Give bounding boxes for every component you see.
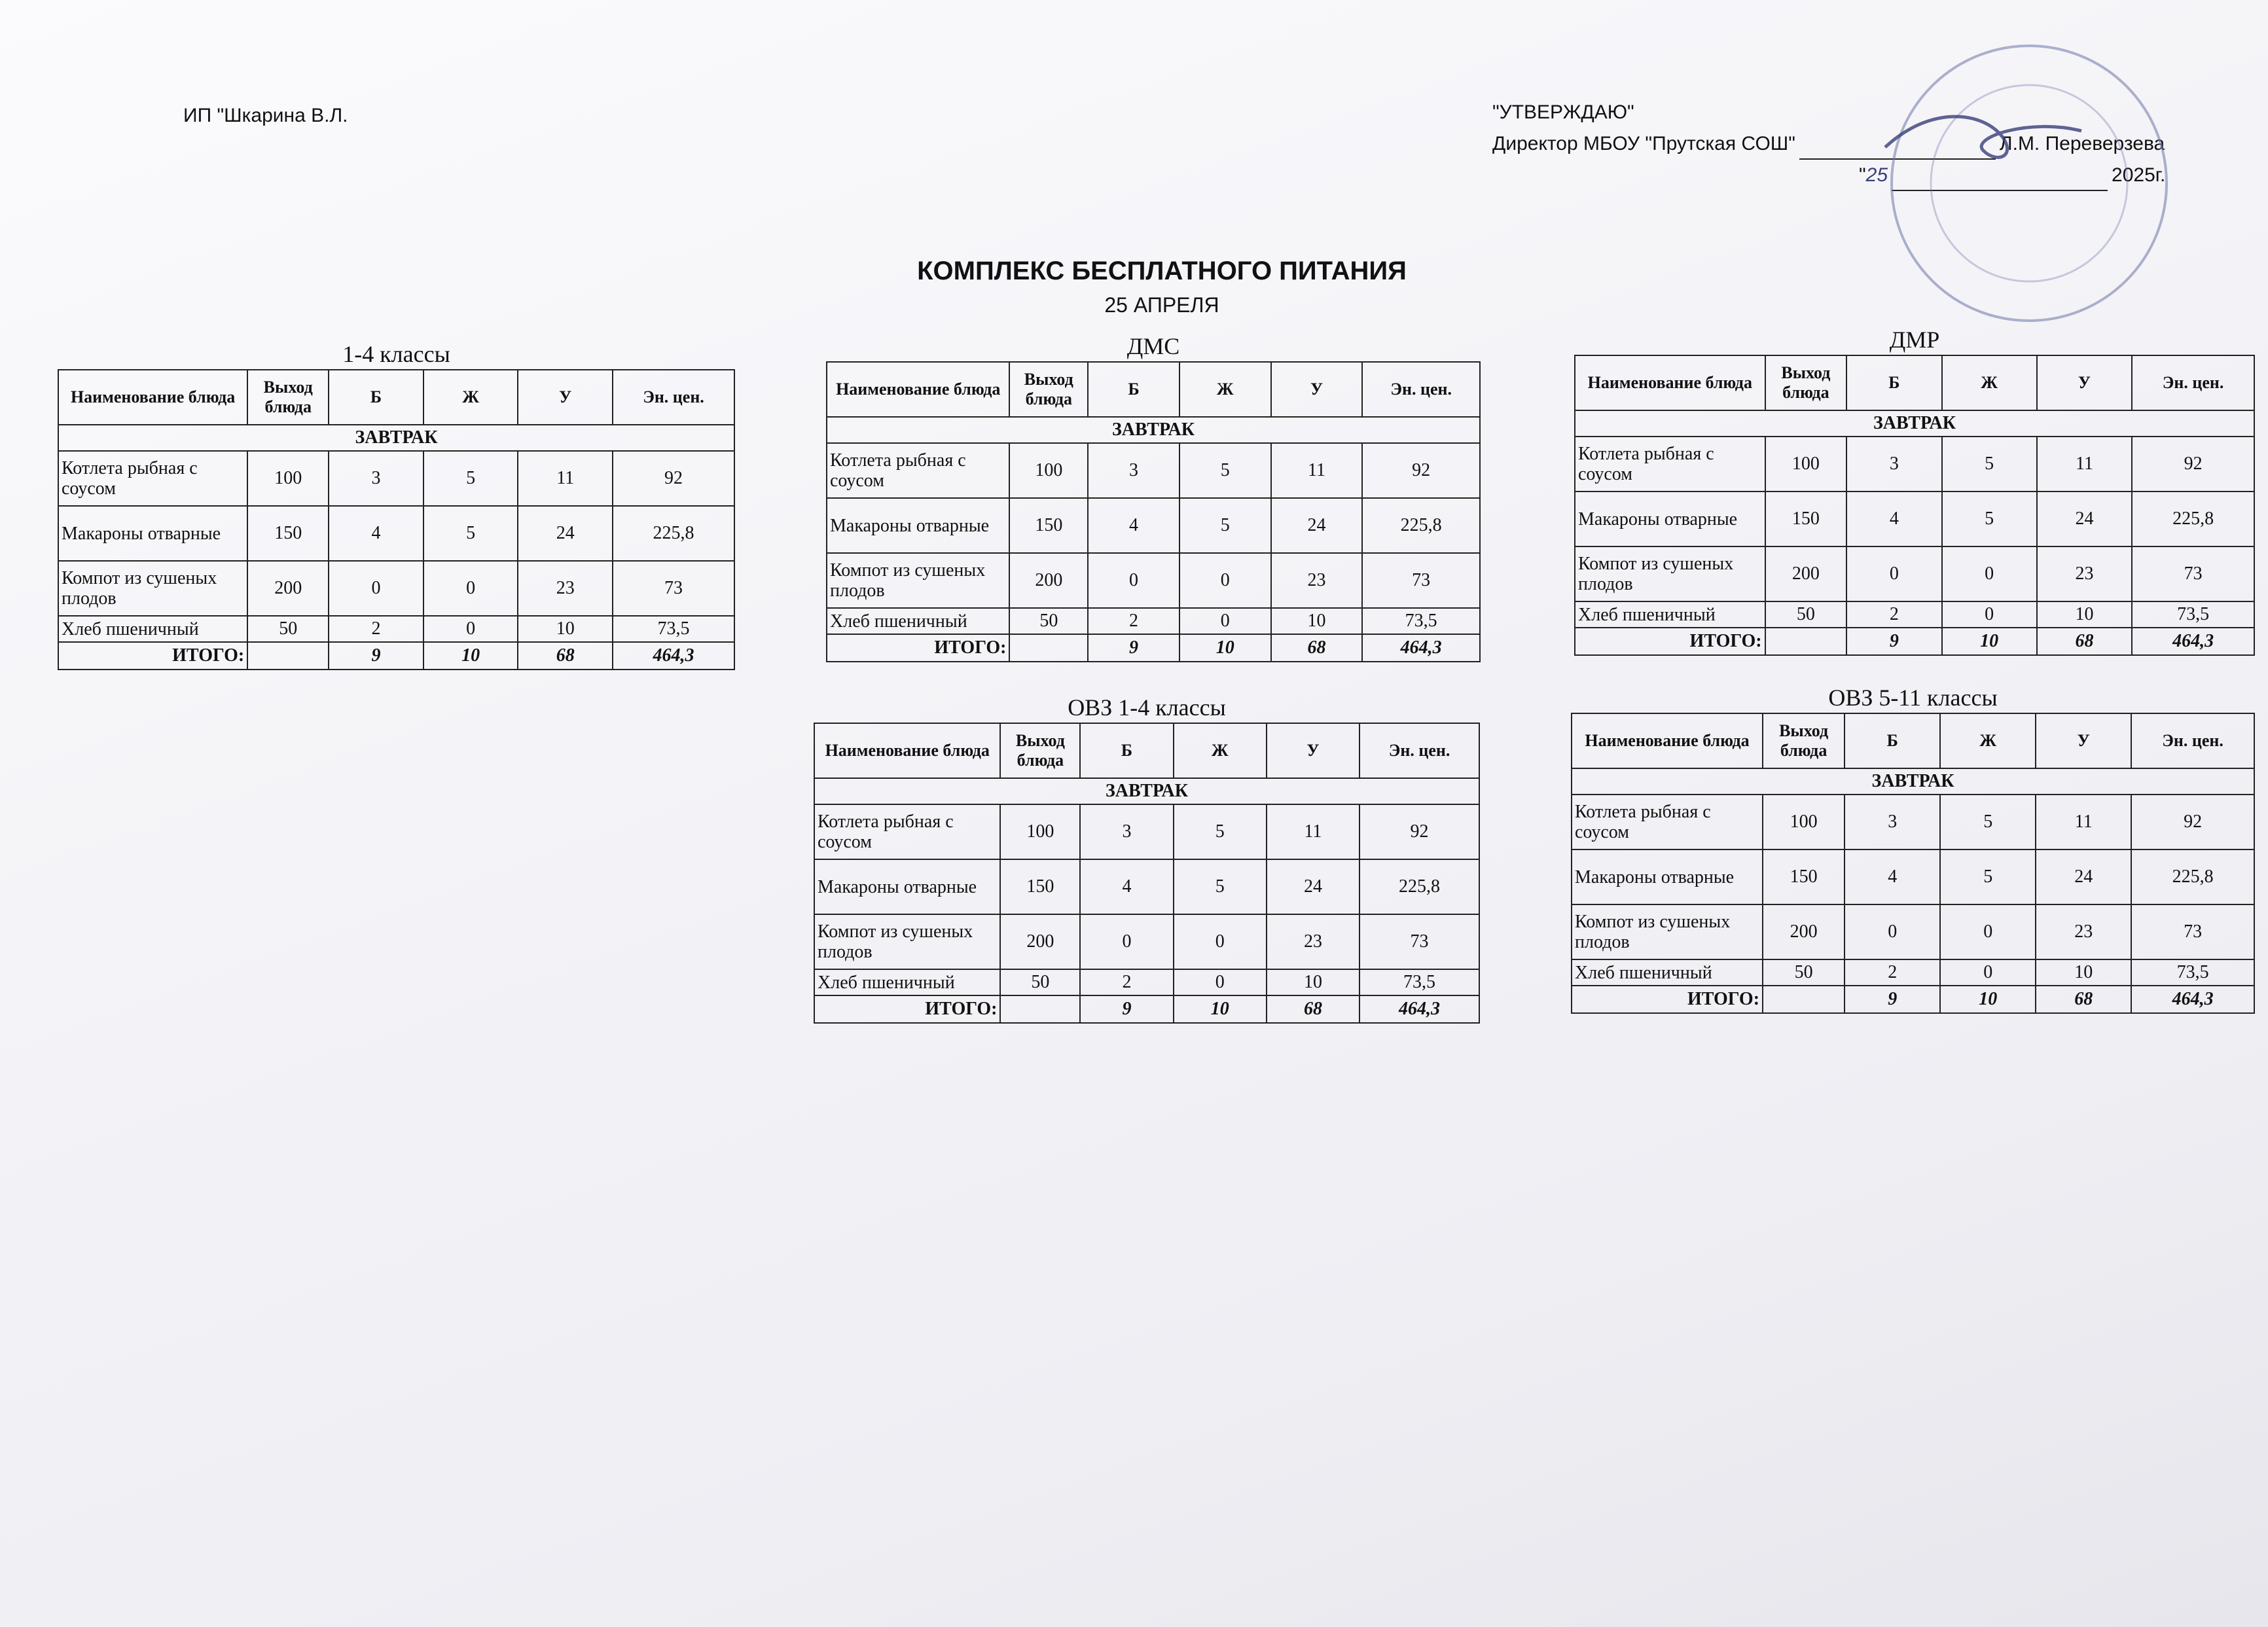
table-cell: 73,5 (1362, 608, 1480, 634)
block-title: ДМР (1889, 327, 1940, 353)
table-row (1575, 492, 2254, 546)
table-row (814, 914, 1479, 969)
meal-label: ЗАВТРАК (814, 778, 1479, 804)
table-cell: 11 (518, 451, 613, 506)
column-header: Наименование блюда (814, 723, 1000, 778)
column-header: Эн. цен. (1362, 362, 1480, 417)
table-cell: 225,8 (1362, 498, 1480, 553)
menu-block (1574, 326, 2255, 656)
director-name: Л.М. Переверзева (1999, 133, 2165, 154)
column-header: Эн. цен. (613, 370, 734, 425)
table-cell: 24 (2036, 849, 2131, 904)
approval-heading: "УТВЕРЖДАЮ" (1492, 101, 1634, 123)
dish-name: Макароны отварные (814, 859, 1000, 914)
table-cell: 0 (423, 561, 518, 616)
total-row (827, 634, 1480, 662)
total-cell: 68 (2037, 628, 2132, 655)
table-cell: 10 (518, 616, 613, 642)
column-header: Б (1088, 362, 1179, 417)
table-cell: 5 (423, 451, 518, 506)
column-header: Б (1845, 713, 1940, 768)
table-cell: 23 (2037, 546, 2132, 601)
table-cell: 5 (1940, 795, 2036, 849)
total-row (1572, 986, 2254, 1013)
table-cell: 2 (1088, 608, 1179, 634)
table-row (1575, 601, 2254, 628)
total-cell: 464,3 (1362, 634, 1480, 662)
table-cell: 3 (1088, 443, 1179, 498)
total-cell (247, 642, 329, 670)
table-row (58, 451, 734, 506)
table-cell: 73,5 (2131, 959, 2254, 986)
meal-label: ЗАВТРАК (1572, 768, 2254, 795)
column-header: Б (1080, 723, 1173, 778)
block-title: ОВЗ 1-4 классы (1068, 694, 1226, 721)
column-header: Выход блюда (1765, 355, 1847, 410)
table-cell: 92 (613, 451, 734, 506)
table-cell: 10 (1267, 969, 1359, 995)
meal-label: ЗАВТРАК (827, 417, 1480, 443)
total-cell: 9 (1846, 628, 1941, 655)
menu-table (1571, 713, 2255, 1014)
column-header: У (2036, 713, 2131, 768)
table-cell: 0 (1179, 608, 1271, 634)
table-cell: 3 (329, 451, 423, 506)
dish-name: Компот из сушеных плодов (827, 553, 1009, 608)
dish-name: Хлеб пшеничный (827, 608, 1009, 634)
total-cell: 10 (423, 642, 518, 670)
table-cell: 73 (2131, 904, 2254, 959)
table-cell: 92 (2131, 795, 2254, 849)
table-cell: 92 (2132, 437, 2254, 492)
organization-name: ИП "Шкарина В.Л. (183, 105, 348, 126)
table-cell: 100 (1009, 443, 1088, 498)
table-row (827, 608, 1480, 634)
block-title: 1-4 классы (342, 341, 450, 367)
table-cell: 4 (1845, 849, 1940, 904)
total-cell: 68 (518, 642, 613, 670)
table-cell: 150 (1763, 849, 1845, 904)
total-row (58, 642, 734, 670)
table-cell: 225,8 (2131, 849, 2254, 904)
table-cell: 3 (1845, 795, 1940, 849)
total-cell: 68 (1267, 995, 1359, 1023)
table-cell: 200 (1765, 546, 1847, 601)
dish-name: Компот из сушеных плодов (1572, 904, 1763, 959)
meal-row (58, 425, 734, 451)
total-row (814, 995, 1479, 1023)
table-row (814, 859, 1479, 914)
table-cell: 0 (1174, 969, 1267, 995)
total-cell: 10 (1940, 986, 2036, 1013)
menu-table (826, 361, 1481, 662)
table-cell: 4 (329, 506, 423, 561)
table-cell: 92 (1362, 443, 1480, 498)
table-cell: 3 (1080, 804, 1173, 859)
table-cell: 0 (1940, 959, 2036, 986)
table-cell: 100 (247, 451, 329, 506)
table-cell: 0 (1080, 914, 1173, 969)
table-cell: 200 (1000, 914, 1080, 969)
table-cell: 3 (1846, 437, 1941, 492)
table-cell: 24 (2037, 492, 2132, 546)
meal-label: ЗАВТРАК (1575, 410, 2254, 437)
column-header: Эн. цен. (2131, 713, 2254, 768)
table-cell: 100 (1000, 804, 1080, 859)
table-header-row (827, 362, 1480, 417)
table-cell: 73,5 (613, 616, 734, 642)
column-header: Ж (1174, 723, 1267, 778)
table-cell: 73 (1359, 914, 1479, 969)
table-row (827, 443, 1480, 498)
table-cell: 11 (2036, 795, 2131, 849)
table-row (1575, 437, 2254, 492)
table-cell: 225,8 (1359, 859, 1479, 914)
table-cell: 0 (1846, 546, 1941, 601)
table-cell: 73 (613, 561, 734, 616)
menu-table (814, 723, 1480, 1024)
table-cell: 50 (1000, 969, 1080, 995)
table-cell: 225,8 (2132, 492, 2254, 546)
dish-name: Хлеб пшеничный (814, 969, 1000, 995)
column-header: Эн. цен. (2132, 355, 2254, 410)
total-cell: 464,3 (613, 642, 734, 670)
table-header-row (58, 370, 734, 425)
table-cell: 2 (1845, 959, 1940, 986)
block-title: ДМС (1126, 333, 1180, 359)
table-cell: 0 (1174, 914, 1267, 969)
menu-block (58, 340, 735, 670)
column-header: Наименование блюда (58, 370, 247, 425)
total-label: ИТОГО: (1572, 986, 1763, 1013)
table-row (1572, 959, 2254, 986)
dish-name: Котлета рыбная с соусом (827, 443, 1009, 498)
table-row (827, 498, 1480, 553)
table-cell: 0 (1179, 553, 1271, 608)
column-header: Ж (423, 370, 518, 425)
total-cell: 464,3 (2131, 986, 2254, 1013)
table-cell: 73 (1362, 553, 1480, 608)
menu-block (814, 694, 1480, 1024)
table-cell: 200 (247, 561, 329, 616)
table-cell: 92 (1359, 804, 1479, 859)
total-row (1575, 628, 2254, 655)
table-cell: 200 (1009, 553, 1088, 608)
table-cell: 24 (1267, 859, 1359, 914)
table-row (814, 804, 1479, 859)
table-header-row (814, 723, 1479, 778)
table-cell: 50 (1009, 608, 1088, 634)
date-day: 25 (1865, 164, 1888, 186)
table-row (827, 553, 1480, 608)
column-header: Б (329, 370, 423, 425)
column-header: Наименование блюда (827, 362, 1009, 417)
table-cell: 11 (2037, 437, 2132, 492)
block-title: ОВЗ 5-11 классы (1828, 685, 1998, 711)
director-title: Директор МБОУ "Прутская СОШ" (1492, 133, 1795, 154)
column-header: Ж (1942, 355, 2037, 410)
dish-name: Макароны отварные (1575, 492, 1765, 546)
total-cell (1763, 986, 1845, 1013)
column-header: У (2037, 355, 2132, 410)
table-cell: 73,5 (1359, 969, 1479, 995)
dish-name: Компот из сушеных плодов (1575, 546, 1765, 601)
dish-name: Котлета рыбная с соусом (1575, 437, 1765, 492)
column-header: Б (1846, 355, 1941, 410)
table-cell: 5 (1174, 859, 1267, 914)
dish-name: Котлета рыбная с соусом (58, 451, 247, 506)
column-header: Выход блюда (1763, 713, 1845, 768)
total-cell: 464,3 (1359, 995, 1479, 1023)
table-cell: 0 (329, 561, 423, 616)
column-header: У (518, 370, 613, 425)
table-header-row (1572, 713, 2254, 768)
menu-table (1574, 355, 2255, 656)
total-cell (1000, 995, 1080, 1023)
table-row (1575, 546, 2254, 601)
menu-table (58, 369, 735, 670)
table-cell: 23 (2036, 904, 2131, 959)
table-cell: 11 (1271, 443, 1363, 498)
table-row (58, 616, 734, 642)
column-header: Выход блюда (247, 370, 329, 425)
table-cell: 4 (1846, 492, 1941, 546)
total-cell: 10 (1179, 634, 1271, 662)
table-cell: 50 (247, 616, 329, 642)
table-cell: 10 (2036, 959, 2131, 986)
table-cell: 2 (329, 616, 423, 642)
meal-label: ЗАВТРАК (58, 425, 734, 451)
table-cell: 23 (1267, 914, 1359, 969)
table-cell: 5 (1942, 437, 2037, 492)
table-row (1572, 795, 2254, 849)
table-cell: 0 (423, 616, 518, 642)
column-header: У (1267, 723, 1359, 778)
table-cell: 23 (518, 561, 613, 616)
total-cell (1009, 634, 1088, 662)
table-cell: 4 (1088, 498, 1179, 553)
dish-name: Компот из сушеных плодов (814, 914, 1000, 969)
table-cell: 150 (247, 506, 329, 561)
column-header: Наименование блюда (1572, 713, 1763, 768)
total-cell: 10 (1174, 995, 1267, 1023)
menu-block (826, 332, 1481, 662)
table-cell: 23 (1271, 553, 1363, 608)
date-year: 2025г. (2112, 164, 2166, 186)
total-cell: 9 (1845, 986, 1940, 1013)
table-cell: 50 (1765, 601, 1847, 628)
total-cell: 10 (1942, 628, 2037, 655)
total-cell: 464,3 (2132, 628, 2254, 655)
total-cell (1765, 628, 1847, 655)
total-label: ИТОГО: (58, 642, 247, 670)
column-header: Наименование блюда (1575, 355, 1765, 410)
column-header: Эн. цен. (1359, 723, 1479, 778)
total-cell: 9 (1088, 634, 1179, 662)
table-cell: 225,8 (613, 506, 734, 561)
dish-name: Хлеб пшеничный (1572, 959, 1763, 986)
document-date: 25 АПРЕЛЯ (1104, 293, 1219, 317)
table-cell: 0 (1942, 601, 2037, 628)
meal-row (814, 778, 1479, 804)
table-cell: 5 (1942, 492, 2037, 546)
table-cell: 2 (1846, 601, 1941, 628)
table-row (58, 561, 734, 616)
total-label: ИТОГО: (814, 995, 1000, 1023)
total-cell: 68 (2036, 986, 2131, 1013)
total-cell: 9 (329, 642, 423, 670)
table-cell: 0 (1845, 904, 1940, 959)
table-cell: 5 (1179, 443, 1271, 498)
table-cell: 50 (1763, 959, 1845, 986)
menu-block (1571, 684, 2255, 1014)
meal-row (1572, 768, 2254, 795)
table-cell: 150 (1009, 498, 1088, 553)
table-cell: 0 (1088, 553, 1179, 608)
table-row (1572, 904, 2254, 959)
table-cell: 11 (1267, 804, 1359, 859)
total-cell: 9 (1080, 995, 1173, 1023)
date-quote: " (1859, 164, 1866, 186)
dish-name: Макароны отварные (58, 506, 247, 561)
table-row (58, 506, 734, 561)
table-cell: 73 (2132, 546, 2254, 601)
table-cell: 10 (2037, 601, 2132, 628)
total-cell: 68 (1271, 634, 1363, 662)
dish-name: Компот из сушеных плодов (58, 561, 247, 616)
table-header-row (1575, 355, 2254, 410)
dish-name: Котлета рыбная с соусом (814, 804, 1000, 859)
column-header: Ж (1940, 713, 2036, 768)
table-cell: 5 (1940, 849, 2036, 904)
total-label: ИТОГО: (1575, 628, 1765, 655)
dish-name: Макароны отварные (827, 498, 1009, 553)
meal-row (827, 417, 1480, 443)
column-header: Ж (1179, 362, 1271, 417)
column-header: Выход блюда (1000, 723, 1080, 778)
table-cell: 200 (1763, 904, 1845, 959)
table-cell: 0 (1940, 904, 2036, 959)
table-row (1572, 849, 2254, 904)
table-cell: 150 (1765, 492, 1847, 546)
dish-name: Котлета рыбная с соусом (1572, 795, 1763, 849)
table-cell: 5 (1179, 498, 1271, 553)
dish-name: Хлеб пшеничный (58, 616, 247, 642)
table-cell: 2 (1080, 969, 1173, 995)
table-cell: 100 (1765, 437, 1847, 492)
table-row (814, 969, 1479, 995)
table-cell: 24 (518, 506, 613, 561)
dish-name: Макароны отварные (1572, 849, 1763, 904)
table-cell: 4 (1080, 859, 1173, 914)
document-title: КОМПЛЕКС БЕСПЛАТНОГО ПИТАНИЯ (917, 257, 1407, 285)
table-cell: 150 (1000, 859, 1080, 914)
meal-row (1575, 410, 2254, 437)
table-cell: 10 (1271, 608, 1363, 634)
table-cell: 100 (1763, 795, 1845, 849)
table-cell: 24 (1271, 498, 1363, 553)
column-header: У (1271, 362, 1363, 417)
column-header: Выход блюда (1009, 362, 1088, 417)
table-cell: 73,5 (2132, 601, 2254, 628)
table-cell: 0 (1942, 546, 2037, 601)
table-cell: 5 (423, 506, 518, 561)
total-label: ИТОГО: (827, 634, 1009, 662)
table-cell: 5 (1174, 804, 1267, 859)
dish-name: Хлеб пшеничный (1575, 601, 1765, 628)
